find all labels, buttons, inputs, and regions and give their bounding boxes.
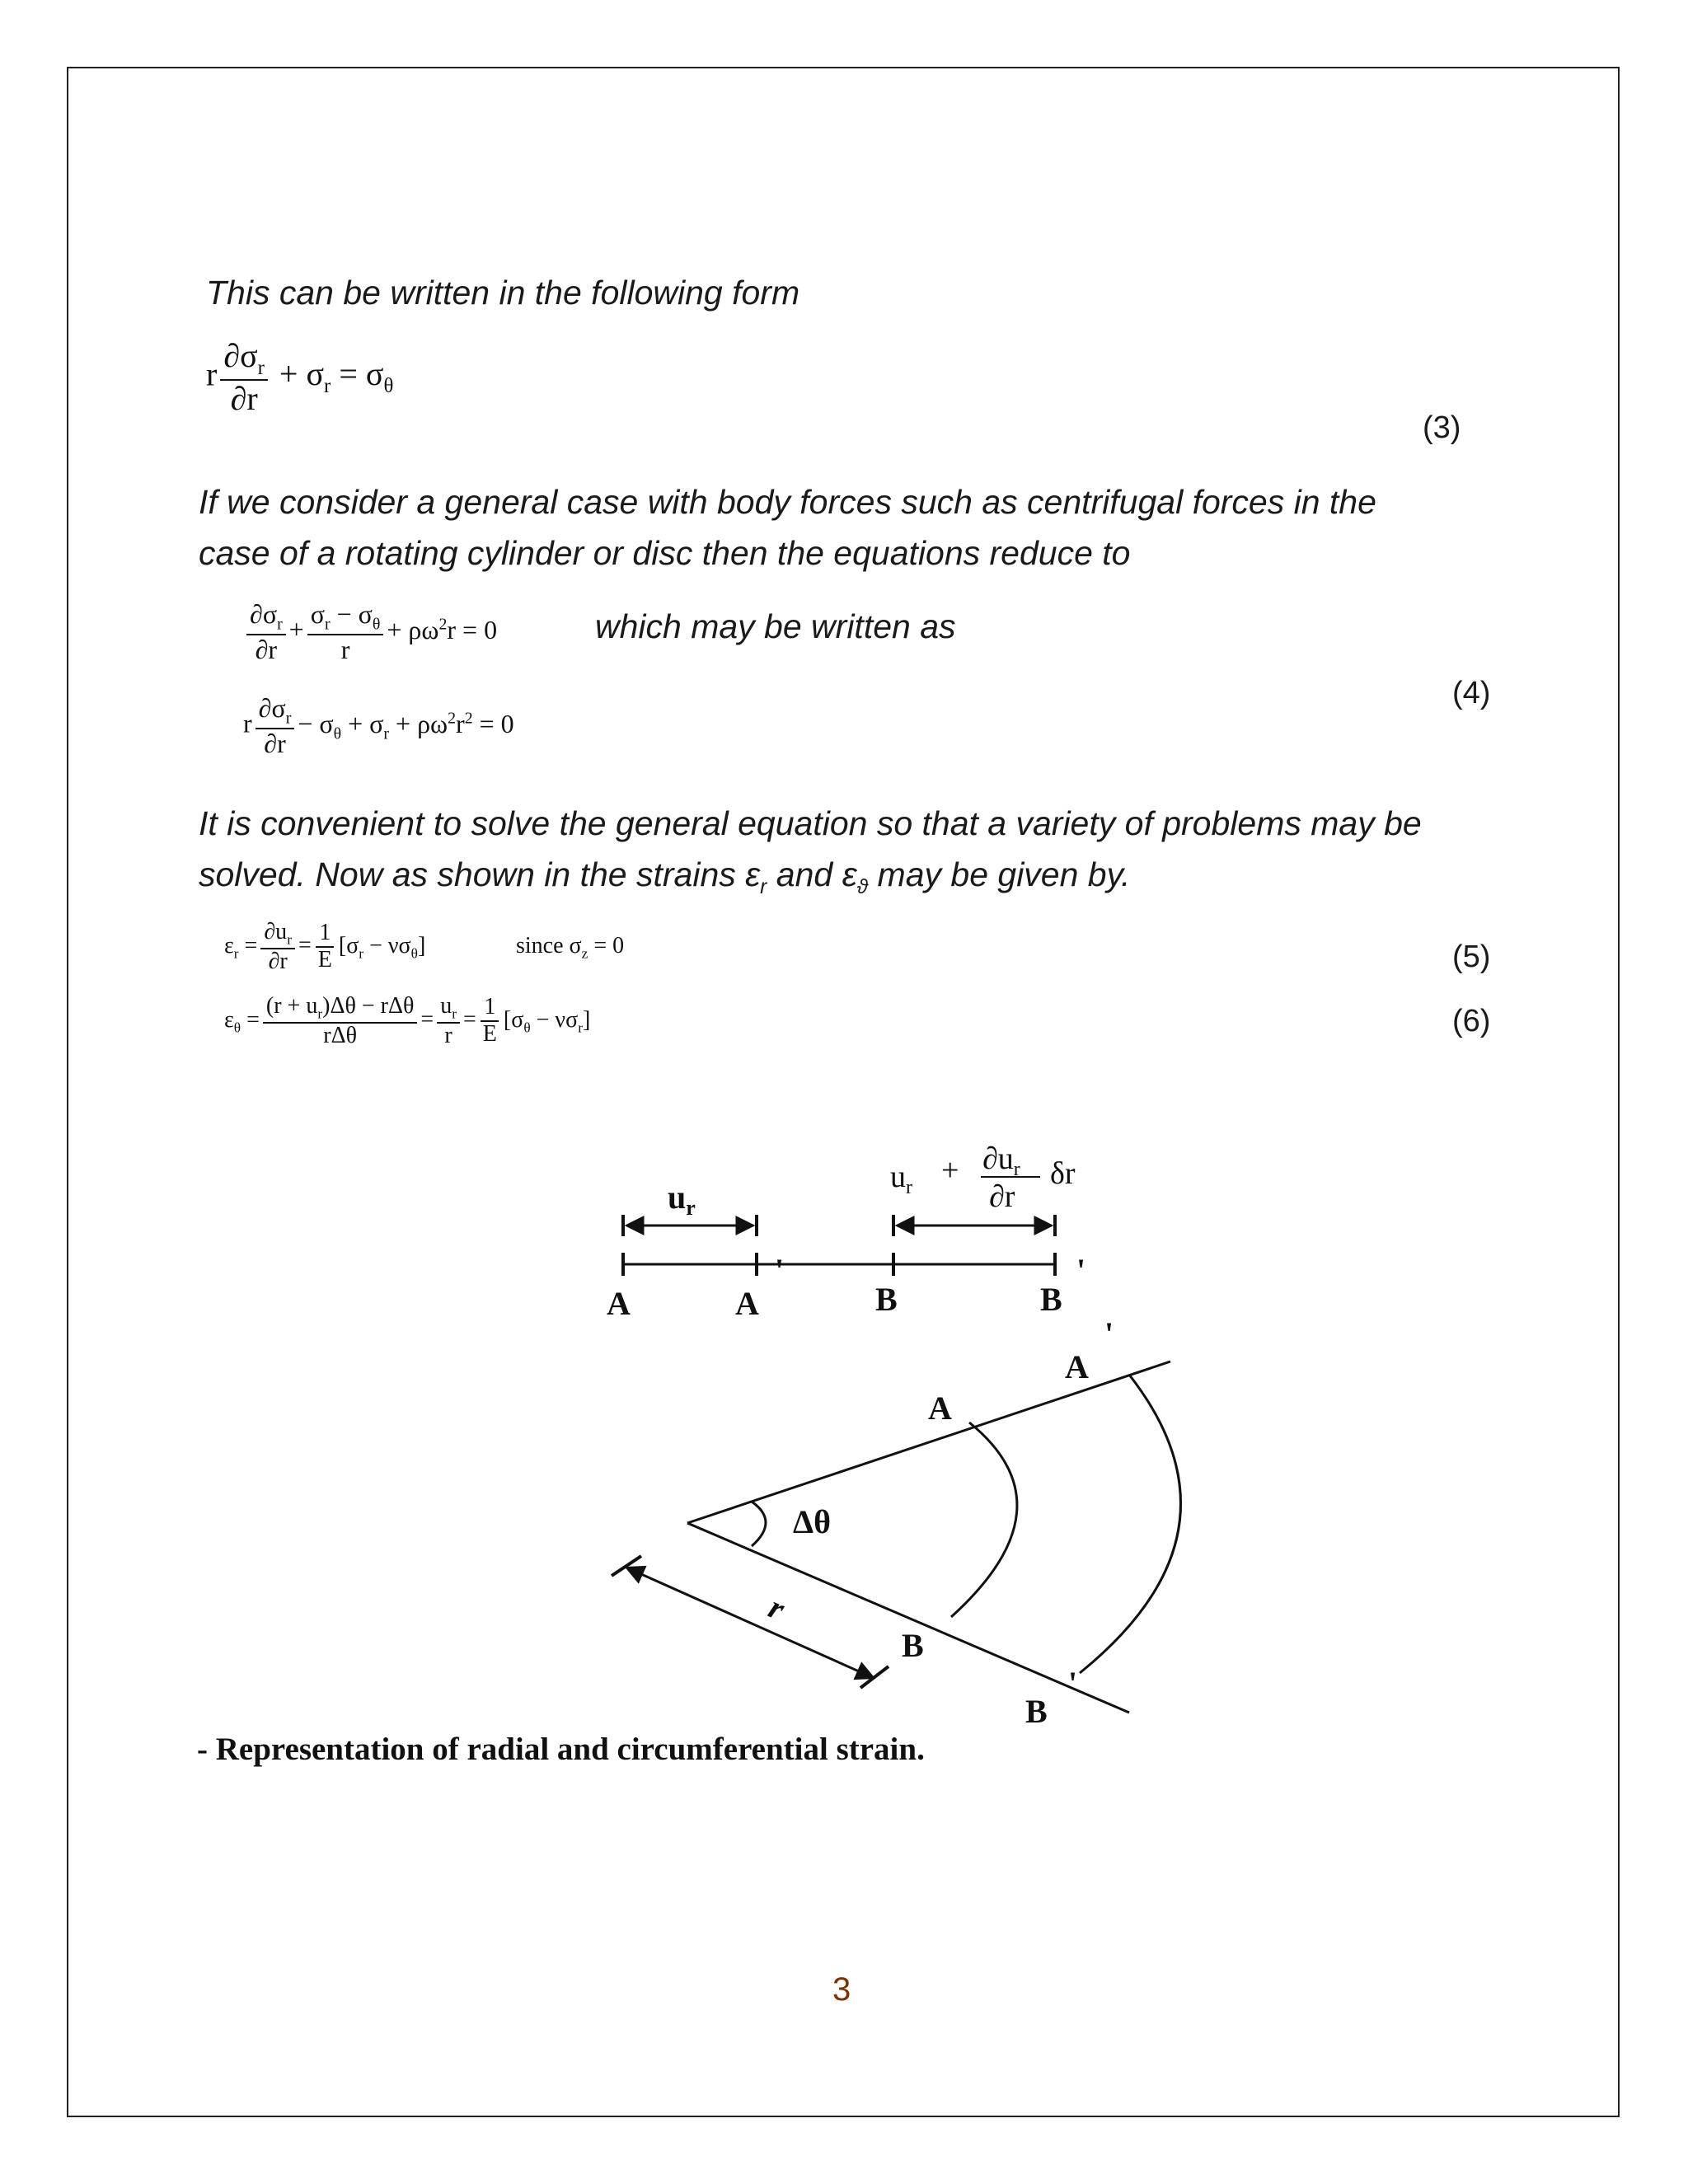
- label-sector-A-prime: A: [1065, 1348, 1089, 1385]
- r-arrow: [626, 1568, 874, 1678]
- label-du: $\partial u_r$: [982, 1141, 1020, 1180]
- label-dr: ∂r: [989, 1179, 1015, 1214]
- equation-6-number: (6): [1452, 1004, 1491, 1038]
- label-A-prime: A: [735, 1285, 759, 1322]
- r-tick-end: [860, 1666, 889, 1688]
- equation-6: $\varepsilon_\theta$ = $\frac{(r + u_r)\Delta\theta - r\Delta\theta}{\text{rΔθ}}$ = $\frac{u_r}{r}$ = $\frac{1}{E}$ $[\sigma_\theta - \nu\sigma_r]$: [224, 993, 591, 1048]
- page-number: 3: [832, 1971, 851, 2008]
- prime-mark-B: ': [1076, 1252, 1086, 1289]
- label-delta-theta: Δθ: [793, 1503, 831, 1540]
- label-B: B: [875, 1281, 898, 1318]
- equation-5-condition: since $\sigma_z = 0$: [516, 933, 625, 962]
- prime-mark-A: ': [775, 1252, 785, 1289]
- equation-3: r $\frac{\partial\sigma_r}{\partial r}$ + $\sigma_r = \sigma_\theta$: [206, 337, 394, 418]
- label-r: r: [763, 1588, 790, 1628]
- lower-ray: [687, 1523, 1129, 1713]
- label-ur2: $u_r$: [890, 1160, 912, 1198]
- prime-mark-sector-B: ': [1068, 1665, 1078, 1702]
- label-sector-B: B: [902, 1627, 924, 1664]
- equation-3-number: (3): [1423, 410, 1461, 445]
- label-delta-r: δr: [1050, 1156, 1076, 1191]
- paragraph-2-line-1: If we consider a general case with body forces such as centrifugal forces in the: [199, 483, 1376, 521]
- equation-4a: $\frac{\partial\sigma_r}{\partial r}$ + $\frac{\sigma_r - \sigma_\theta}{r}$ + $\rho\omega^2r = 0$: [243, 600, 497, 664]
- equation-4-number: (4): [1452, 676, 1491, 710]
- equation-4-note: which may be written as: [595, 607, 956, 645]
- paragraph-1: This can be written in the following form: [206, 274, 800, 312]
- paragraph-3-line-1: It is convenient to solve the general equation so that a variety of problems may be: [199, 804, 1422, 842]
- paragraph-3-line-2: solved. Now as shown in the strains $\varepsilon_r$ and $\varepsilon_ϑ$ may be given by.: [199, 855, 1131, 899]
- prime-mark-sector-A: ': [1104, 1315, 1114, 1352]
- figure-caption: - Representation of radial and circumferential strain.: [197, 1732, 925, 1767]
- equation-5: $\varepsilon_r$ = $\frac{\partial u_r}{\partial r}$ = $\frac{1}{E}$ $[\sigma_r - \nu\sigma_\theta]$: [224, 919, 426, 974]
- label-sector-B-prime: B: [1025, 1693, 1048, 1730]
- paragraph-2-line-2: case of a rotating cylinder or disc then the equations reduce to: [199, 534, 1131, 572]
- label-plus: +: [941, 1153, 959, 1188]
- inner-arc: [951, 1422, 1017, 1617]
- label-A: A: [607, 1285, 631, 1322]
- upper-ray: [687, 1361, 1170, 1523]
- label-B-prime: B: [1040, 1281, 1062, 1318]
- equation-5-number: (5): [1452, 940, 1491, 974]
- label-ur: $u_r$: [668, 1179, 696, 1220]
- angle-arc: [752, 1502, 766, 1546]
- outer-arc: [1080, 1375, 1181, 1673]
- label-sector-A: A: [928, 1390, 952, 1427]
- equation-4b: r $\frac{\partial\sigma_r}{\partial r}$ − $\sigma_\theta + \sigma_r + \rho\omega^2r^2 = 0$: [243, 693, 514, 759]
